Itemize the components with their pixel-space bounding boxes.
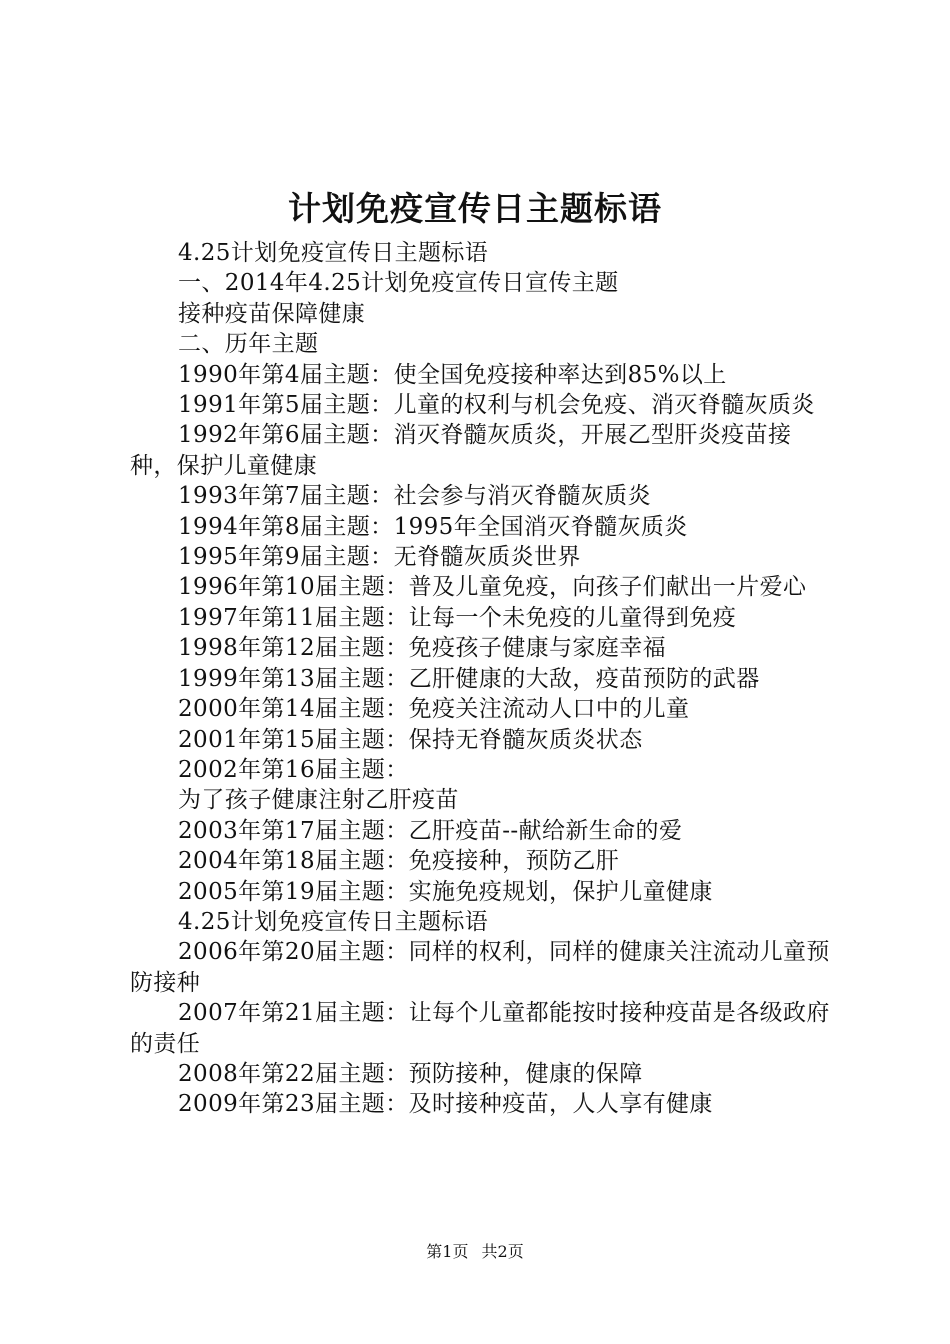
paragraph: 1996年第10届主题：普及儿童免疫，向孩子们献出一片爱心 [178, 574, 807, 601]
paragraph: 2001年第15届主题：保持无脊髓灰质炎状态 [178, 726, 643, 753]
paragraph: 1991年第5届主题：儿童的权利与机会免疫、消灭脊髓灰质炎 [178, 392, 815, 419]
page-total: 共2页 [481, 1242, 524, 1261]
paragraph: 2000年第14届主题：免疫关注流动人口中的儿童 [178, 696, 690, 723]
paragraph: 2007年第21届主题：让每个儿童都能按时接种疫苗是各级政府的责任 [130, 1000, 830, 1057]
page-number: 第1页 [426, 1242, 469, 1261]
paragraph: 1994年第8届主题：1995年全国消灭脊髓灰质炎 [178, 513, 688, 540]
paragraph: 2002年第16届主题： [178, 756, 409, 783]
paragraph: 1990年第4届主题：使全国免疫接种率达到85%以上 [178, 361, 727, 388]
paragraph: 1999年第13届主题：乙肝健康的大敌，疫苗预防的武器 [178, 665, 760, 692]
paragraph: 1998年第12届主题：免疫孩子健康与家庭幸福 [178, 635, 666, 662]
paragraph: 1995年第9届主题：无脊髓灰质炎世界 [178, 544, 581, 571]
document-body [130, 238, 832, 1120]
paragraph: 2006年第20届主题：同样的权利，同样的健康关注流动儿童预防接种 [130, 939, 830, 996]
paragraph: 为了孩子健康注射乙肝疫苗 [178, 787, 459, 814]
paragraph: 1993年第7届主题：社会参与消灭脊髓灰质炎 [178, 483, 651, 510]
page-footer [0, 1240, 950, 1264]
paragraph: 1992年第6届主题：消灭脊髓灰质炎，开展乙型肝炎疫苗接种，保护儿童健康 [130, 422, 792, 479]
page-title: 计划免疫宣传日主题标语 [288, 189, 662, 228]
paragraph: 2004年第18届主题：免疫接种，预防乙肝 [178, 848, 620, 875]
paragraph: 2003年第17届主题：乙肝疫苗--献给新生命的爱 [178, 817, 683, 844]
paragraph: 一、2014年4.25计划免疫宣传日宣传主题 [178, 270, 619, 297]
paragraph: 1997年第11届主题：让每一个未免疫的儿童得到免疫 [178, 604, 737, 631]
paragraph: 4.25计划免疫宣传日主题标语 [178, 240, 489, 266]
paragraph: 2008年第22届主题：预防接种，健康的保障 [178, 1060, 643, 1087]
paragraph: 2005年第19届主题：实施免疫规划，保护儿童健康 [178, 878, 713, 905]
paragraph: 二、历年主题 [178, 331, 319, 358]
paragraph: 接种疫苗保障健康 [178, 300, 366, 327]
paragraph: 4.25计划免疫宣传日主题标语 [178, 908, 489, 935]
paragraph: 2009年第23届主题：及时接种疫苗，人人享有健康 [178, 1091, 713, 1118]
